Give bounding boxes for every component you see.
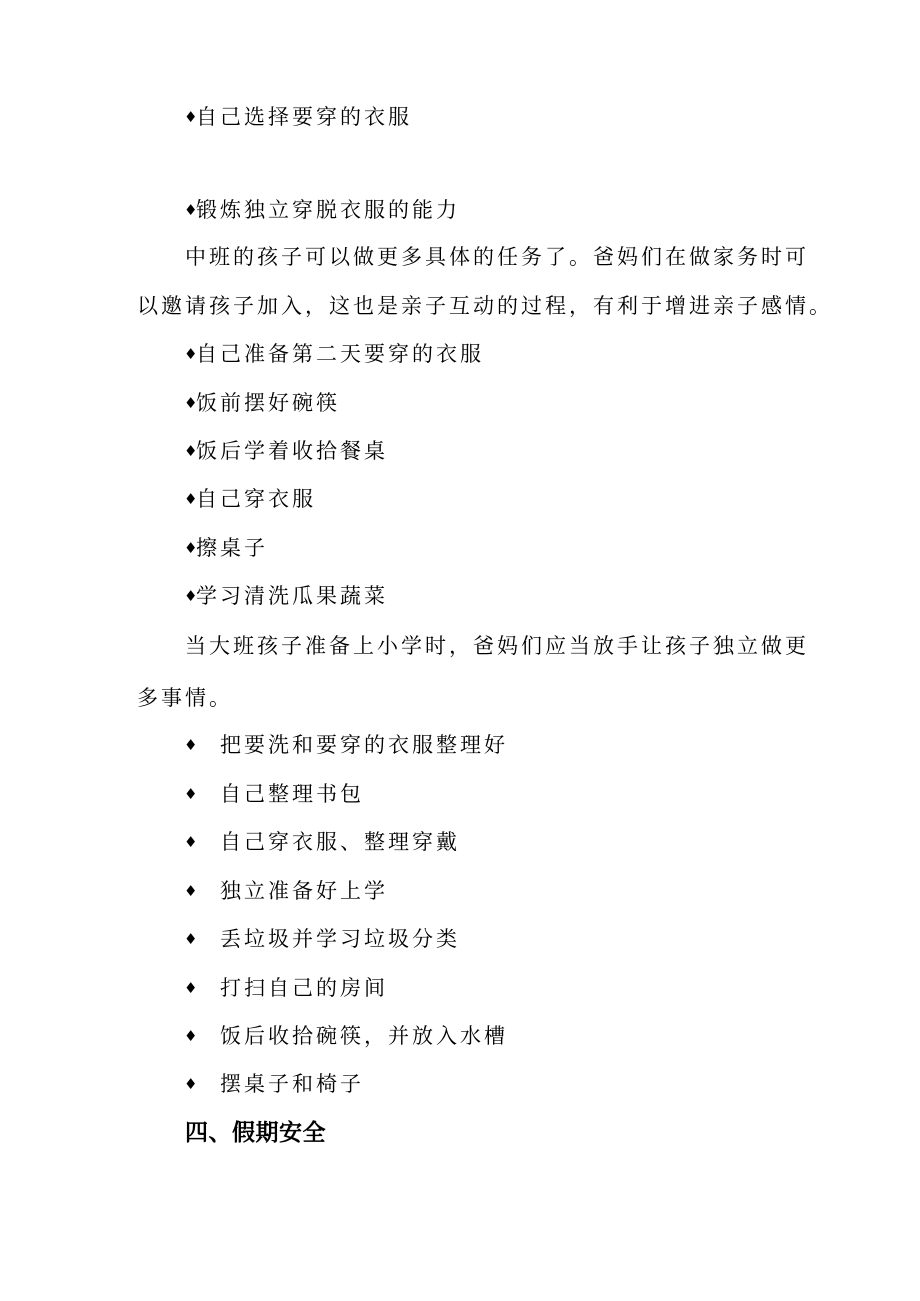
- list-item: [184, 534, 268, 562]
- list-item-text: 学习清洗瓜果蔬菜: [196, 584, 388, 608]
- list-item-text: 自己穿衣服: [196, 487, 316, 511]
- section-heading: 四、假期安全: [185, 1120, 326, 1146]
- paragraph-line: 多事情。: [137, 686, 233, 710]
- diamond-bullet-icon: ♦: [184, 785, 198, 803]
- diamond-bullet-icon: ♦: [184, 490, 198, 508]
- diamond-bullet-icon: ♦: [184, 1027, 198, 1045]
- list-item-text: 饭后收拾碗筷，并放入水槽: [220, 1024, 508, 1048]
- list-item-text: 自己穿衣服、整理穿戴: [220, 830, 460, 854]
- diamond-bullet-icon: ♦: [184, 833, 198, 851]
- diamond-bullet-icon: ♦: [184, 1075, 198, 1093]
- diamond-bullet-icon: ♦: [184, 539, 198, 557]
- diamond-bullet-icon: ♦: [184, 442, 198, 460]
- list-item-text: 摆桌子和椅子: [220, 1072, 364, 1096]
- diamond-bullet-icon: ♦: [184, 394, 198, 412]
- paragraph-line: 以邀请孩子加入，这也是亲子互动的过程，有利于增进亲子感情。: [137, 294, 833, 318]
- paragraph-line: 中班的孩子可以做更多具体的任务了。爸妈们在做家务时可: [185, 245, 809, 269]
- list-item: [184, 196, 460, 224]
- list-item-text: 自己准备第二天要穿的衣服: [196, 342, 484, 366]
- diamond-bullet-icon: ♦: [184, 345, 198, 363]
- list-item: [184, 389, 340, 417]
- diamond-bullet-icon: ♦: [184, 201, 198, 219]
- list-item-text: 锻炼独立穿脱衣服的能力: [196, 198, 460, 222]
- list-item-text: 自己选择要穿的衣服: [196, 105, 412, 129]
- list-item-text: 饭前摆好碗筷: [196, 391, 340, 415]
- list-item-text: 把要洗和要穿的衣服整理好: [220, 733, 508, 757]
- list-item-text: 丢垃圾并学习垃圾分类: [220, 927, 460, 951]
- diamond-bullet-icon: ♦: [184, 979, 198, 997]
- list-item: [184, 485, 316, 513]
- list-item-text: 饭后学着收拾餐桌: [196, 439, 388, 463]
- list-item: [184, 1070, 364, 1098]
- list-item: [184, 974, 388, 1002]
- list-item-text: 打扫自己的房间: [220, 976, 388, 1000]
- diamond-bullet-icon: ♦: [184, 882, 198, 900]
- list-item: [184, 828, 460, 856]
- diamond-bullet-icon: ♦: [184, 108, 198, 126]
- list-item: [184, 925, 460, 953]
- list-item: [184, 1022, 508, 1050]
- diamond-bullet-icon: ♦: [184, 930, 198, 948]
- list-item-text: 擦桌子: [196, 536, 268, 560]
- list-item-text: 独立准备好上学: [220, 879, 388, 903]
- list-item: [184, 437, 388, 465]
- list-item: [184, 340, 484, 368]
- paragraph-line: 当大班孩子准备上小学时，爸妈们应当放手让孩子独立做更: [185, 634, 809, 658]
- list-item-text: 自己整理书包: [220, 782, 364, 806]
- list-item: [184, 103, 412, 131]
- list-item: [184, 582, 388, 610]
- list-item: [184, 780, 364, 808]
- diamond-bullet-icon: ♦: [184, 587, 198, 605]
- list-item: [184, 731, 508, 759]
- list-item: [184, 877, 388, 905]
- diamond-bullet-icon: ♦: [184, 736, 198, 754]
